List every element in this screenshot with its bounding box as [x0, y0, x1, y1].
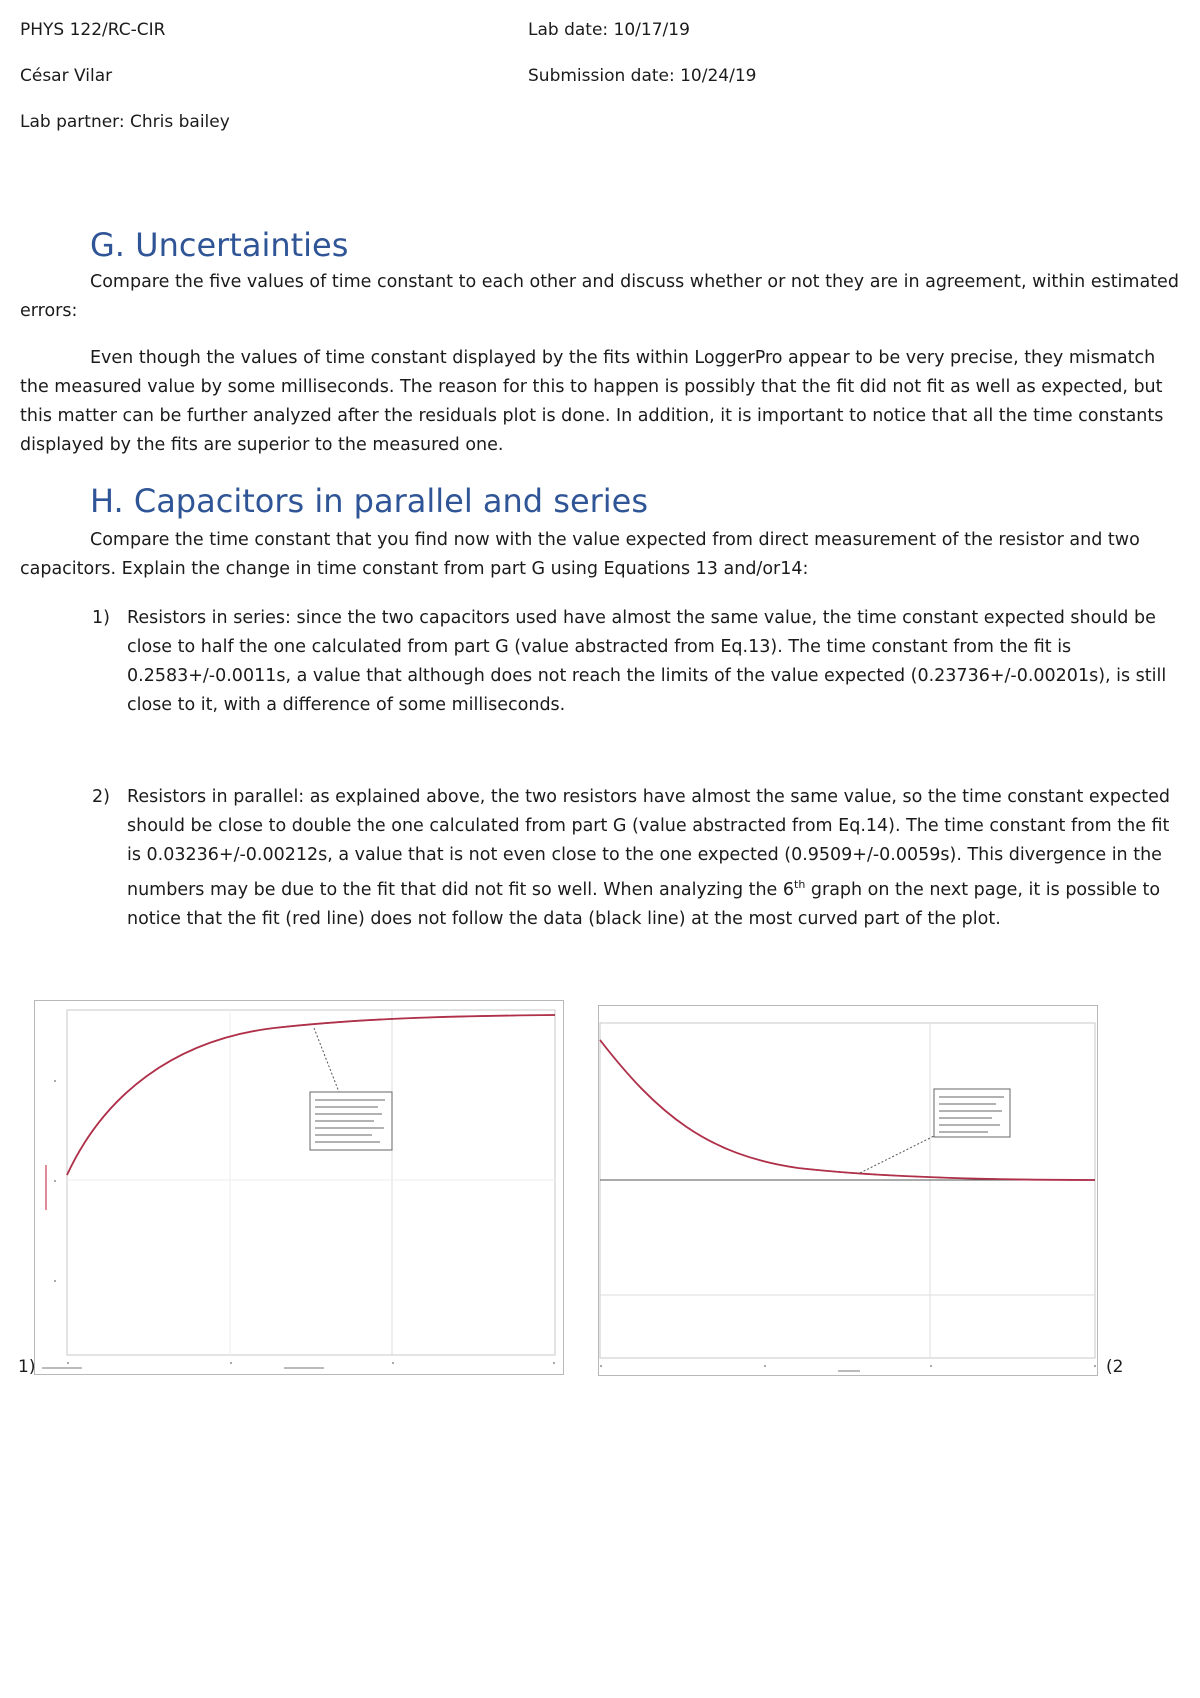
superscript: th: [794, 878, 806, 891]
lab-date: Lab date: 10/17/19: [528, 20, 690, 40]
graph-frame: [599, 1006, 1098, 1376]
lab-partner: Lab partner: Chris bailey: [20, 112, 230, 132]
graph-frame: [35, 1001, 564, 1375]
section-h-question: Compare the time constant that you find now with the value expected from direct measurement of the resistor and two capacitors. Explain the change in time constant from part G using Equations 13 and/or14:: [20, 530, 1140, 579]
section-g-heading: G. Uncertainties: [90, 226, 349, 264]
list-number: 1): [92, 608, 110, 628]
list-item-text: Resistors in parallel: as explained above, the two resistors have almost the same value, so the time constant expected should be close to double the one calculated from part G (value abstracted from Eq.14). The time constant from the fit is 0.03236+/-0.00212s, a value that is not even close to the one expected (0.9509+/-0.0059s). This divergence in the numbers may be due to the fit that did not fit so well. When analyzing the 6: [127, 787, 1170, 900]
author-name: César Vilar: [20, 66, 113, 86]
fit-callout-box: [934, 1089, 1010, 1137]
graph-discharging: [598, 1005, 1098, 1380]
graph-charging: [34, 1000, 564, 1375]
figure-label-2: (2: [1106, 1357, 1124, 1377]
list-item-parallel: [92, 783, 1182, 934]
list-number: 2): [92, 787, 110, 807]
section-g-answer: Even though the values of time constant displayed by the fits within LoggerPro appear to be very precise, they mismatch the measured value by some milliseconds. The reason for this to happen is possibly that the fit did not fit as well as expected, but this matter can be further analyzed after the residuals plot is done. In addition, it is important to notice that all the time constants displayed by the fits are superior to the measured one.: [20, 348, 1164, 455]
figure-label-1: 1): [18, 1357, 36, 1377]
list-item-series: [92, 604, 1182, 720]
section-h-heading: H. Capacitors in parallel and series: [90, 482, 649, 520]
list-item-text-cont: graph on the next page, it is possible to notice that the fit (red line) does not follow the data (black line) at the most curved part of the plot.: [127, 879, 1161, 929]
list-item-text: Resistors in series: since the two capacitors used have almost the same value, the time constant expected should be close to half the one calculated from part G (value abstracted from Eq.13). The time constant from the fit is 0.2583+/-0.0011s, a value that although does not reach the limits of the value expected (0.23736+/-0.00201s), is still close to it, with a difference of some milliseconds.: [127, 608, 1167, 715]
section-g-question: Compare the five values of time constant to each other and discuss whether or not they are in agreement, within estimated errors:: [20, 272, 1179, 321]
submission-date: Submission date: 10/24/19: [528, 66, 757, 86]
course-code: PHYS 122/RC-CIR: [20, 20, 166, 40]
